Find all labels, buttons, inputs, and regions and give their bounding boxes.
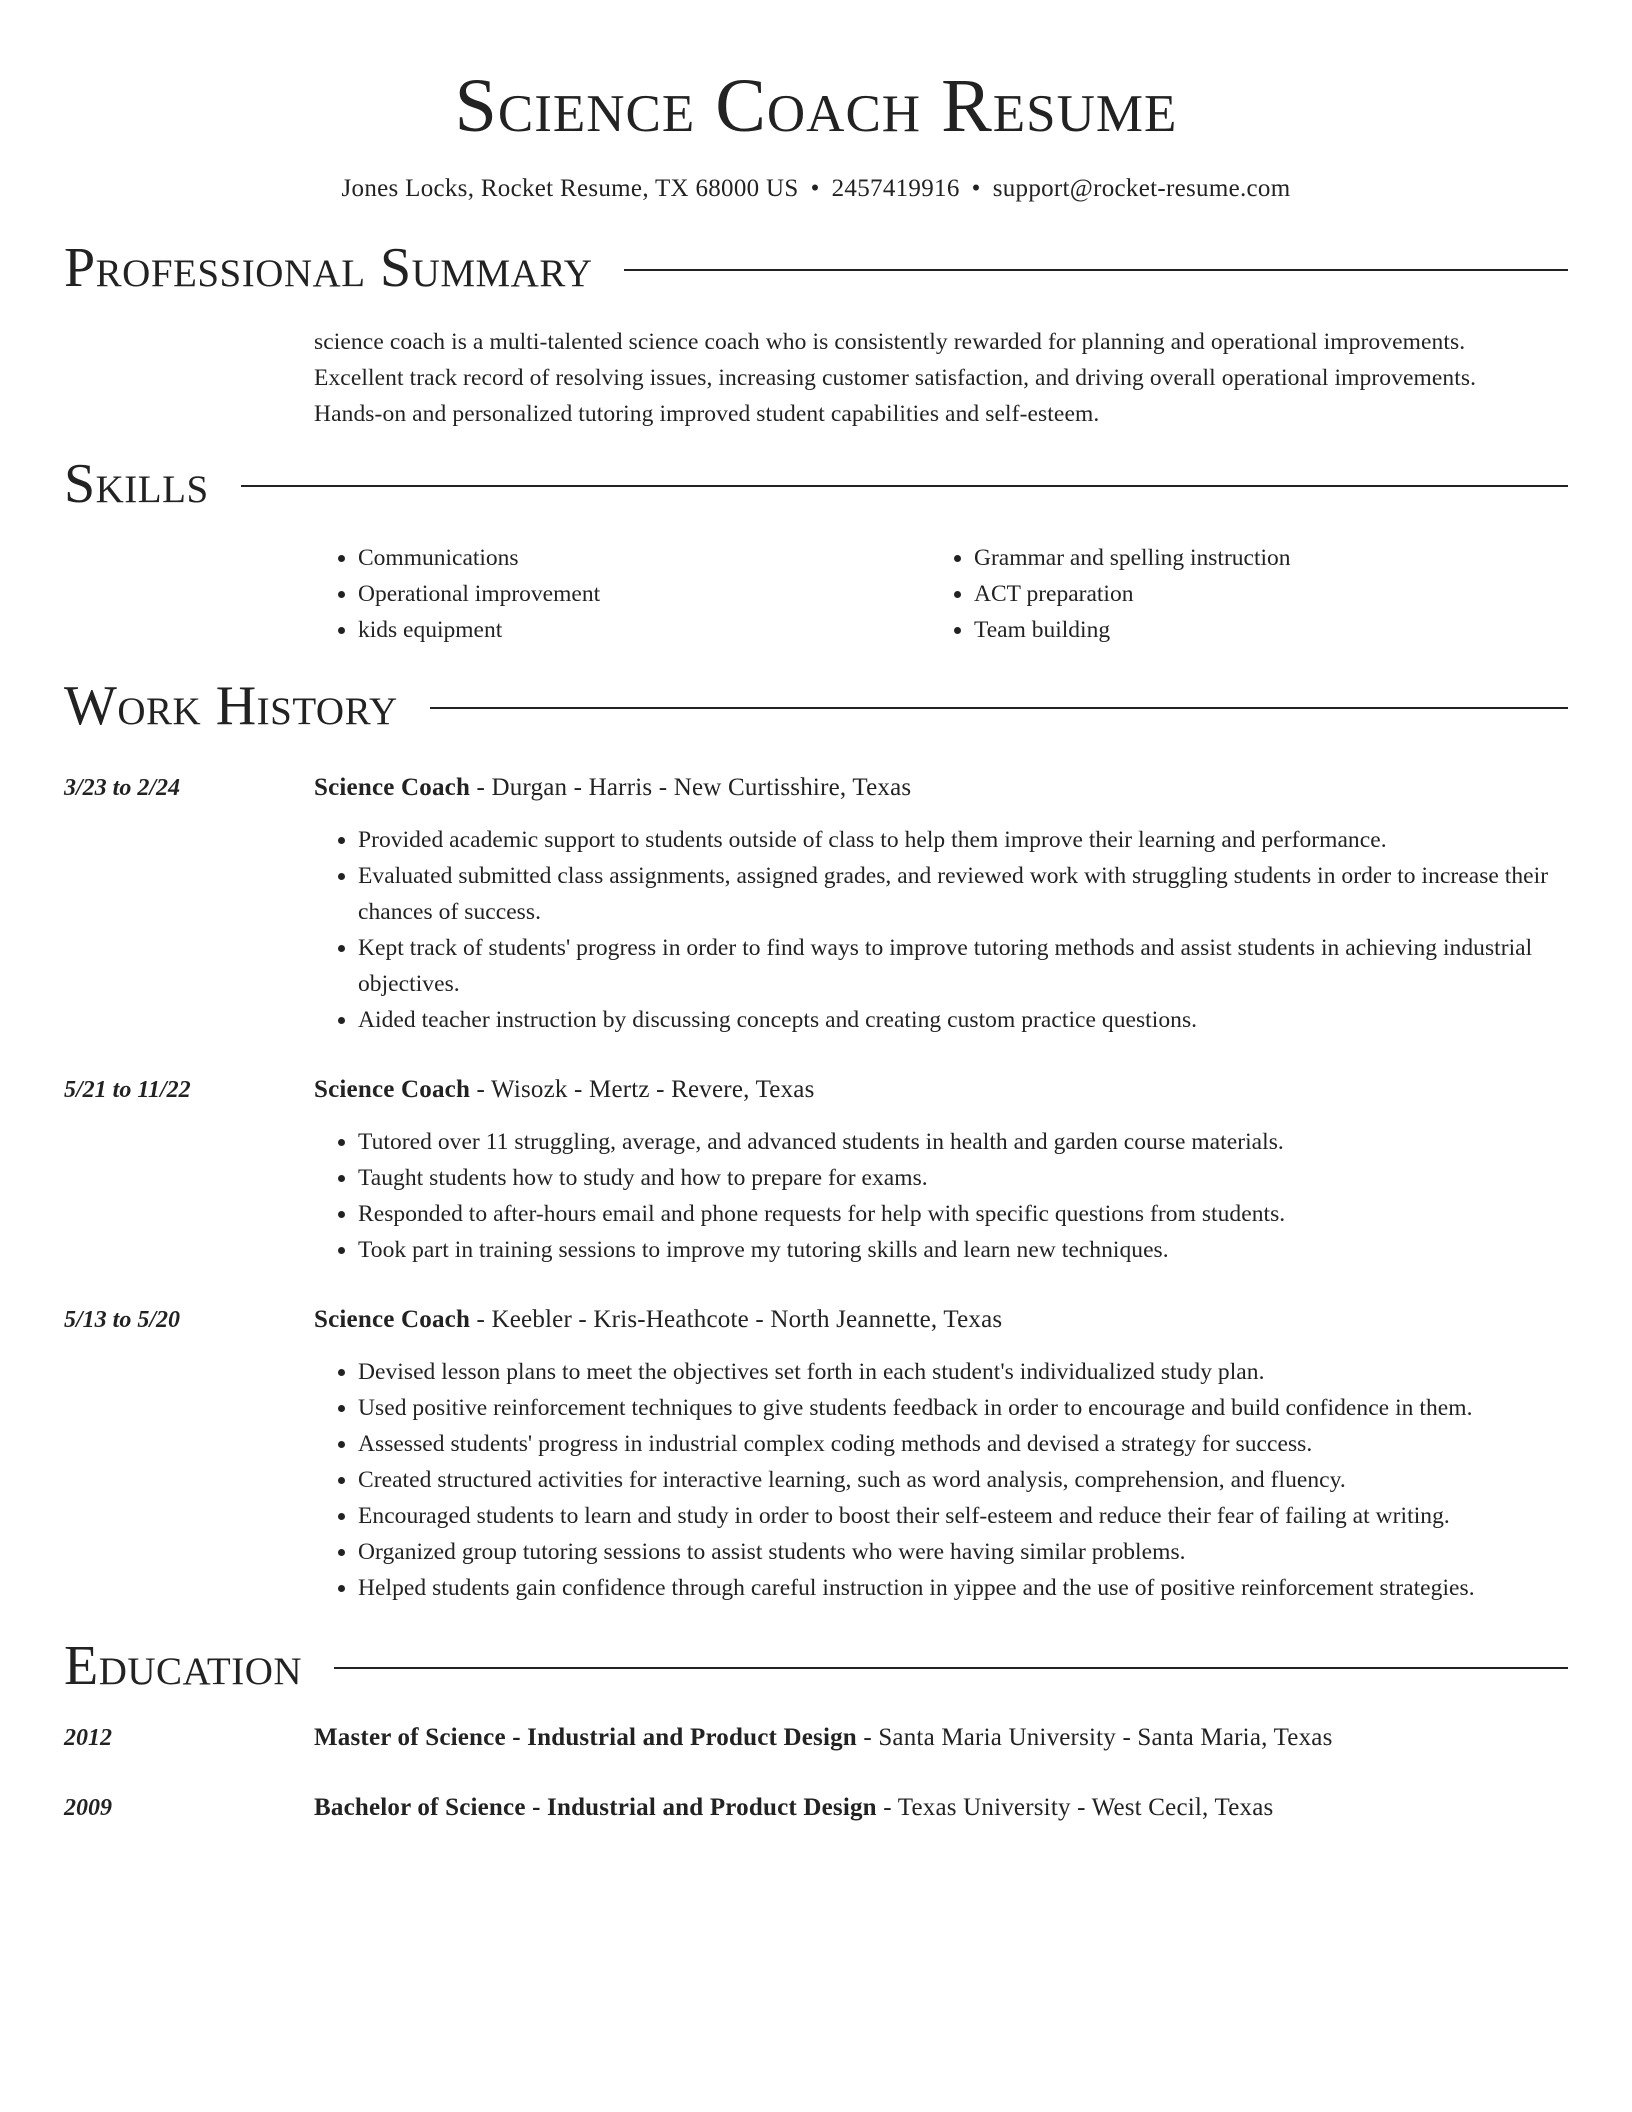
skill-item: • ACT preparation xyxy=(974,576,1546,612)
education-entry xyxy=(64,1790,1568,1826)
work-heading: Work History xyxy=(64,675,398,737)
job-header xyxy=(64,770,1568,806)
job-employer: - Durgan - Harris - New Curtisshire, Texas xyxy=(470,774,912,801)
job-bullets xyxy=(314,1124,1568,1268)
skills-section-header xyxy=(64,452,1568,516)
education-degree: Bachelor of Science - Industrial and Product Design xyxy=(314,1794,877,1821)
skill-item: • Communications xyxy=(358,540,930,576)
summary-text xyxy=(314,324,1568,432)
skills-column-right xyxy=(930,540,1546,648)
job-bullet: • Taught students how to study and how to prepare for exams. xyxy=(358,1160,1568,1196)
job-employer: - Wisozk - Mertz - Revere, Texas xyxy=(470,1076,815,1103)
education-school: - Santa Maria University - Santa Maria, Texas xyxy=(856,1724,1333,1751)
section-divider xyxy=(241,485,1568,487)
resume-page xyxy=(64,0,1568,1826)
education-entry xyxy=(64,1720,1568,1756)
job-header xyxy=(64,1072,1568,1108)
skill-item: • Operational improvement xyxy=(358,576,930,612)
summary-line: Excellent track record of resolving issues, increasing customer satisfaction, and driving overall operational improvements. xyxy=(314,365,1477,391)
job-bullet: • Assessed students' progress in industrial complex coding methods and devised a strategy for success. xyxy=(358,1426,1568,1462)
resume-title: Science Coach Resume xyxy=(454,64,1178,148)
job-bullet: • Provided academic support to students outside of class to help them improve their learning and performance. xyxy=(358,822,1568,858)
section-divider xyxy=(430,707,1568,709)
job-bullets xyxy=(314,1354,1568,1606)
skill-item: • Team building xyxy=(974,612,1546,648)
contact-line xyxy=(64,172,1568,206)
job-dates: 5/13 to 5/20 xyxy=(64,1307,181,1333)
job-entry xyxy=(64,770,1568,1038)
work-section-header xyxy=(64,674,1568,738)
job-bullet: • Kept track of students' progress in order to find ways to improve tutoring methods and assist students in achieving industrial objectives. xyxy=(358,930,1568,1002)
contact-separator: • xyxy=(810,175,820,202)
job-bullet: • Encouraged students to learn and study in order to boost their self-esteem and reduce their fear of failing at writing. xyxy=(358,1498,1568,1534)
job-dates: 3/23 to 2/24 xyxy=(64,775,181,801)
job-entry xyxy=(64,1072,1568,1268)
job-bullet: • Aided teacher instruction by discussing concepts and creating custom practice questions. xyxy=(358,1002,1568,1038)
skills-column-left xyxy=(314,540,930,648)
job-heading xyxy=(314,770,911,806)
contact-phone: 2457419916 xyxy=(831,175,960,202)
job-header xyxy=(64,1302,1568,1338)
job-bullet: • Tutored over 11 struggling, average, and advanced students in health and garden course materials. xyxy=(358,1124,1568,1160)
skill-item: • kids equipment xyxy=(358,612,930,648)
job-title: Science Coach xyxy=(314,1306,471,1333)
job-title: Science Coach xyxy=(314,774,471,801)
summary-line: Hands-on and personalized tutoring improved student capabilities and self-esteem. xyxy=(314,401,1100,427)
contact-address: Jones Locks, Rocket Resume, TX 68000 US xyxy=(341,175,799,202)
education-school: - Texas University - West Cecil, Texas xyxy=(876,1794,1274,1821)
skills-heading: Skills xyxy=(64,453,209,515)
education-heading-line xyxy=(314,1720,1333,1756)
summary-heading: Professional Summary xyxy=(64,237,593,299)
section-divider xyxy=(624,269,1568,271)
job-bullet: • Used positive reinforcement techniques to give students feedback in order to encourage and build confidence in them. xyxy=(358,1390,1568,1426)
education-heading: Education xyxy=(64,1635,303,1697)
job-bullet: • Devised lesson plans to meet the objectives set forth in each student's individualized study plan. xyxy=(358,1354,1568,1390)
skills-list xyxy=(314,540,1568,648)
job-bullet: • Organized group tutoring sessions to assist students who were having similar problems. xyxy=(358,1534,1568,1570)
contact-separator: • xyxy=(971,175,981,202)
education-heading-line xyxy=(314,1790,1273,1826)
job-entry xyxy=(64,1302,1568,1606)
job-bullet: • Evaluated submitted class assignments, assigned grades, and reviewed work with struggling students in order to increase their chances of success. xyxy=(358,858,1568,930)
contact-email[interactable]: support@rocket-resume.com xyxy=(992,175,1291,202)
job-heading xyxy=(314,1072,815,1108)
education-year: 2009 xyxy=(64,1795,112,1821)
education-year: 2012 xyxy=(64,1725,112,1751)
job-employer: - Keebler - Kris-Heathcote - North Jeannette, Texas xyxy=(470,1306,1003,1333)
education-section-header xyxy=(64,1634,1568,1698)
job-bullet: • Helped students gain confidence through careful instruction in yippee and the use of positive reinforcement strategies. xyxy=(358,1570,1568,1606)
education-degree: Master of Science - Industrial and Product Design xyxy=(314,1724,857,1751)
job-heading xyxy=(314,1302,1002,1338)
job-bullets xyxy=(314,822,1568,1038)
job-bullet: • Created structured activities for interactive learning, such as word analysis, comprehension, and fluency. xyxy=(358,1462,1568,1498)
job-title: Science Coach xyxy=(314,1076,471,1103)
job-bullet: • Responded to after-hours email and phone requests for help with specific questions from students. xyxy=(358,1196,1568,1232)
skill-item: • Grammar and spelling instruction xyxy=(974,540,1546,576)
section-divider xyxy=(334,1667,1568,1669)
summary-line: science coach is a multi-talented science coach who is consistently rewarded for planning and operational improvements. xyxy=(314,329,1466,355)
summary-section-header xyxy=(64,236,1568,300)
job-bullet: • Took part in training sessions to improve my tutoring skills and learn new techniques. xyxy=(358,1232,1568,1268)
job-dates: 5/21 to 11/22 xyxy=(64,1077,191,1103)
